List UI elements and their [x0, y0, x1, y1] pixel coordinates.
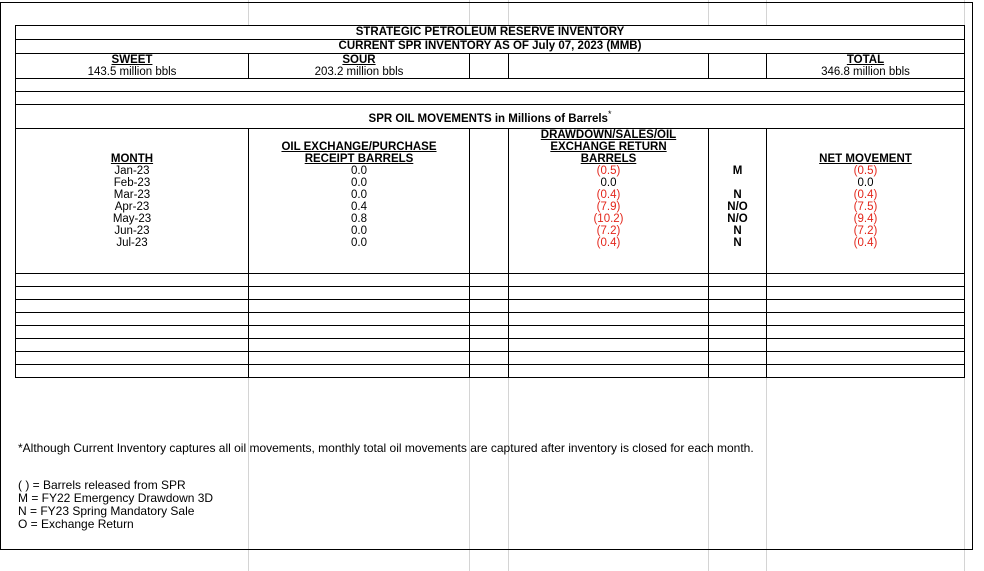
receipt-cell: 0.0 — [249, 177, 470, 189]
sweet-label: SWEET — [16, 54, 249, 67]
empty-cell — [767, 261, 965, 274]
empty-cell — [767, 141, 965, 153]
empty-cell — [709, 273, 767, 286]
empty-cell — [709, 351, 767, 364]
empty-cell — [709, 66, 767, 79]
empty-cell — [509, 286, 709, 299]
receipt-header-line1: OIL EXCHANGE/PURCHASE — [249, 141, 470, 153]
code-cell: N — [709, 225, 767, 237]
empty-cell — [470, 225, 509, 237]
empty-cell — [249, 364, 470, 377]
empty-cell — [709, 299, 767, 312]
empty-cell — [767, 338, 965, 351]
receipt-header-line2: RECEIPT BARRELS — [249, 153, 470, 165]
empty-cell — [709, 153, 767, 165]
empty-cell — [509, 66, 709, 79]
receipt-cell: 0.0 — [249, 237, 470, 249]
receipt-cell: 0.4 — [249, 201, 470, 213]
empty-cell — [249, 249, 470, 261]
legend-item: O = Exchange Return — [18, 517, 134, 531]
empty-cell — [470, 201, 509, 213]
code-cell: N/O — [709, 213, 767, 225]
drawdown-cell: (7.2) — [509, 225, 709, 237]
drawdown-cell: 0.0 — [509, 177, 709, 189]
empty-cell — [709, 261, 767, 274]
empty-cell — [509, 338, 709, 351]
empty-cell — [709, 128, 767, 141]
empty-cell — [249, 286, 470, 299]
total-label: TOTAL — [767, 54, 965, 67]
month-cell: Jun-23 — [16, 225, 249, 237]
code-cell: M — [709, 165, 767, 177]
empty-cell — [470, 141, 509, 153]
spacer-row — [16, 79, 965, 92]
empty-cell — [16, 273, 249, 286]
empty-cell — [470, 312, 509, 325]
empty-cell — [709, 364, 767, 377]
empty-cell — [709, 286, 767, 299]
empty-cell — [249, 273, 470, 286]
net-cell: (9.4) — [767, 213, 965, 225]
empty-cell — [16, 261, 249, 274]
empty-cell — [767, 325, 965, 338]
code-cell: N — [709, 189, 767, 201]
code-cell: N — [709, 237, 767, 249]
empty-cell — [16, 351, 249, 364]
empty-cell — [767, 299, 965, 312]
empty-cell — [509, 325, 709, 338]
empty-cell — [470, 54, 509, 67]
net-cell: (7.2) — [767, 225, 965, 237]
empty-cell — [249, 299, 470, 312]
empty-cell — [767, 273, 965, 286]
empty-cell — [470, 153, 509, 165]
empty-cell — [470, 325, 509, 338]
empty-cell — [509, 312, 709, 325]
footnote: *Although Current Inventory captures all oil movements, monthly total oil movements are captured after inventory is closed for each month. — [18, 441, 754, 455]
code-cell: N/O — [709, 201, 767, 213]
empty-cell — [509, 54, 709, 67]
net-cell: (7.5) — [767, 201, 965, 213]
spr-table — [15, 25, 965, 378]
net-cell: (0.4) — [767, 237, 965, 249]
drawdown-cell: (7.9) — [509, 201, 709, 213]
empty-cell — [767, 312, 965, 325]
empty-cell — [709, 249, 767, 261]
drawdown-header-line1: DRAWDOWN/SALES/OIL — [509, 128, 709, 141]
empty-cell — [509, 273, 709, 286]
month-cell: Feb-23 — [16, 177, 249, 189]
empty-cell — [470, 66, 509, 79]
drawdown-cell: (0.4) — [509, 237, 709, 249]
empty-cell — [509, 351, 709, 364]
empty-cell — [470, 249, 509, 261]
drawdown-header-line2: EXCHANGE RETURN — [509, 141, 709, 153]
receipt-cell: 0.8 — [249, 213, 470, 225]
empty-cell — [470, 338, 509, 351]
empty-cell — [470, 351, 509, 364]
empty-cell — [16, 364, 249, 377]
empty-cell — [16, 141, 249, 153]
empty-cell — [709, 54, 767, 67]
empty-cell — [470, 213, 509, 225]
empty-cell — [16, 286, 249, 299]
receipt-cell: 0.0 — [249, 165, 470, 177]
month-header: MONTH — [16, 153, 249, 165]
movements-title-text: SPR OIL MOVEMENTS in Millions of Barrels — [368, 112, 608, 125]
empty-cell — [767, 128, 965, 141]
empty-cell — [16, 338, 249, 351]
empty-cell — [767, 286, 965, 299]
empty-cell — [16, 299, 249, 312]
empty-cell — [509, 261, 709, 274]
empty-cell — [249, 338, 470, 351]
empty-cell — [470, 165, 509, 177]
empty-cell — [249, 325, 470, 338]
empty-cell — [16, 325, 249, 338]
empty-cell — [709, 312, 767, 325]
empty-cell — [509, 364, 709, 377]
empty-cell — [470, 273, 509, 286]
receipt-cell: 0.0 — [249, 225, 470, 237]
sweet-value: 143.5 million bbls — [16, 66, 249, 79]
movements-title-asterisk: * — [607, 109, 612, 119]
drawdown-cell: (10.2) — [509, 213, 709, 225]
empty-cell — [470, 177, 509, 189]
net-cell: (0.5) — [767, 165, 965, 177]
empty-cell — [470, 189, 509, 201]
empty-cell — [249, 128, 470, 141]
empty-cell — [709, 325, 767, 338]
month-cell: Apr-23 — [16, 201, 249, 213]
report-title: STRATEGIC PETROLEUM RESERVE INVENTORY — [16, 26, 965, 40]
month-cell: Jul-23 — [16, 237, 249, 249]
net-cell: (0.4) — [767, 189, 965, 201]
sour-label: SOUR — [249, 54, 470, 67]
net-movement-header: NET MOVEMENT — [767, 153, 965, 165]
month-cell: Jan-23 — [16, 165, 249, 177]
empty-cell — [709, 338, 767, 351]
empty-cell — [16, 249, 249, 261]
legend-item: M = FY22 Emergency Drawdown 3D — [18, 491, 214, 505]
spacer-row — [16, 92, 965, 105]
sour-value: 203.2 million bbls — [249, 66, 470, 79]
legend-item: ( ) = Barrels released from SPR — [18, 478, 186, 492]
empty-cell — [470, 286, 509, 299]
empty-cell — [470, 299, 509, 312]
receipt-cell: 0.0 — [249, 189, 470, 201]
empty-cell — [767, 249, 965, 261]
empty-cell — [470, 128, 509, 141]
movements-title — [16, 105, 965, 129]
empty-cell — [509, 249, 709, 261]
drawdown-cell: (0.4) — [509, 189, 709, 201]
month-cell: Mar-23 — [16, 189, 249, 201]
empty-cell — [709, 141, 767, 153]
code-cell — [709, 177, 767, 189]
empty-cell — [509, 299, 709, 312]
net-cell: 0.0 — [767, 177, 965, 189]
empty-cell — [470, 237, 509, 249]
drawdown-cell: (0.5) — [509, 165, 709, 177]
empty-cell — [16, 128, 249, 141]
inventory-as-of: CURRENT SPR INVENTORY AS OF July 07, 2023 (MMB) — [16, 40, 965, 54]
empty-cell — [249, 261, 470, 274]
legend-item: N = FY23 Spring Mandatory Sale — [18, 504, 195, 518]
empty-cell — [470, 261, 509, 274]
empty-cell — [767, 364, 965, 377]
drawdown-header-line3: BARRELS — [509, 153, 709, 165]
empty-cell — [470, 364, 509, 377]
month-cell: May-23 — [16, 213, 249, 225]
total-value: 346.8 million bbls — [767, 66, 965, 79]
empty-cell — [767, 351, 965, 364]
empty-cell — [249, 312, 470, 325]
empty-cell — [249, 351, 470, 364]
empty-cell — [16, 312, 249, 325]
